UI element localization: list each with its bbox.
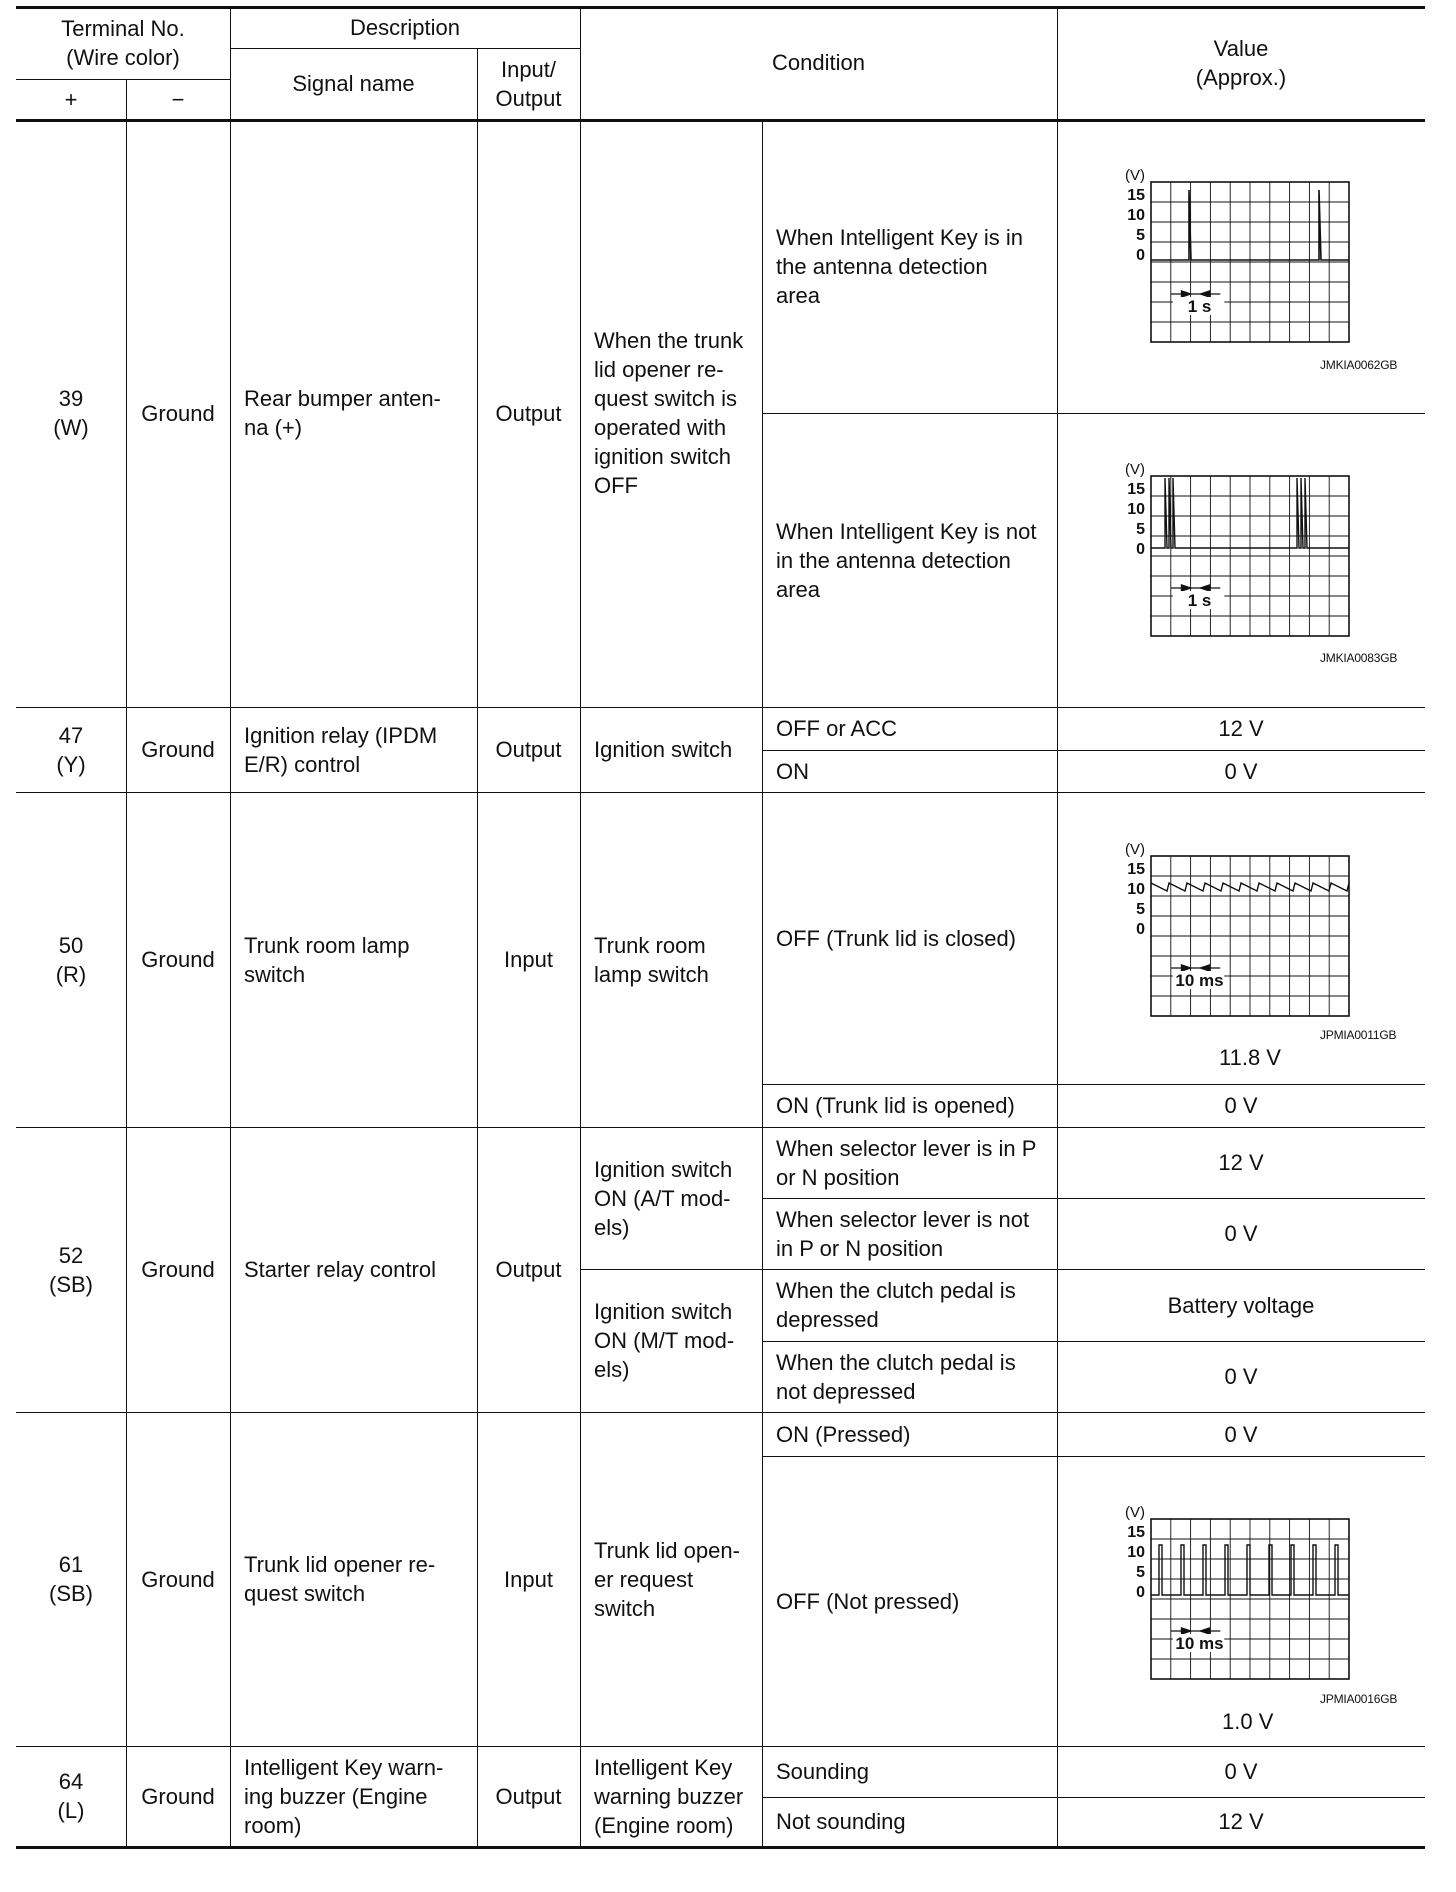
condition-39: When the trunk lid opener re- quest switch is operated with ignition switch OFF	[594, 328, 744, 498]
value-52-clutch-depressed: Battery voltage	[1167, 1292, 1315, 1318]
signal-39: Rear bumper anten- na (+)	[244, 386, 441, 440]
y-tick-label: 0	[1136, 541, 1145, 558]
value-47-off-acc: 12 V	[1218, 716, 1264, 741]
subcondition-52-p-n: When selector lever is in P or N position	[776, 1135, 1037, 1190]
y-tick-label: 10	[1127, 501, 1145, 518]
signal-50: Trunk room lamp switch	[244, 932, 410, 987]
value-50-off: 11.8 V	[1219, 1045, 1281, 1070]
subcondition-64-not-sounding: Not sounding	[776, 1809, 906, 1834]
value-61-not-pressed: 1.0 V	[1222, 1709, 1274, 1734]
waveform-trunk-lid-opener-switch	[1099, 1499, 1369, 1689]
y-tick-label: 0	[1136, 1584, 1145, 1601]
y-tick-label: 10	[1127, 881, 1145, 898]
oscilloscope-graph	[1099, 1499, 1369, 1689]
y-tick-label: 5	[1136, 227, 1145, 244]
terminal-47: 47 (Y)	[56, 722, 86, 777]
subcondition-39-in-area: When Intelligent Key is in the antenna detection area	[776, 224, 1024, 308]
ground-47: Ground	[141, 737, 215, 762]
condition-64: Intelligent Key warning buzzer (Engine room)	[594, 1754, 744, 1838]
time-scale-label: 10 ms	[1175, 1634, 1224, 1653]
subcondition-47-on: ON	[776, 758, 809, 784]
io-52: Output	[495, 1257, 562, 1282]
waveform-trunk-room-lamp	[1099, 836, 1369, 1026]
header-input-output: Input/ Output	[495, 56, 562, 111]
condition-52-at: Ignition switch ON (A/T mod- els)	[594, 1156, 733, 1240]
value-52-not-p-n: 0 V	[1224, 1221, 1258, 1246]
oscilloscope-graph	[1099, 836, 1369, 1026]
terminal-64: 64 (L)	[57, 1769, 85, 1823]
figure-id: JPMIA0011GB	[1320, 1028, 1397, 1042]
y-tick-label: 10	[1127, 207, 1145, 224]
terminal-table	[16, 6, 1425, 1851]
waveform-trace	[1151, 1545, 1349, 1595]
io-64: Output	[495, 1783, 562, 1809]
header-plus: +	[64, 86, 78, 112]
oscilloscope-graph	[1099, 456, 1369, 646]
y-tick-label: 5	[1136, 901, 1145, 918]
io-50: Input	[504, 947, 553, 972]
subcondition-61-not-pressed: OFF (Not pressed)	[776, 1588, 960, 1614]
y-tick-label: 5	[1136, 521, 1145, 538]
io-61: Input	[504, 1566, 553, 1592]
subcondition-52-clutch-not-depressed: When the clutch pedal is not depressed	[776, 1349, 1016, 1404]
y-tick-label: 5	[1136, 1564, 1145, 1581]
axis-unit-label: (V)	[1125, 1504, 1145, 1521]
waveform-antenna-in-area	[1099, 162, 1369, 352]
ground-61: Ground	[141, 1566, 215, 1592]
subcondition-52-clutch-depressed: When the clutch pedal is depressed	[776, 1278, 1016, 1332]
header-value: Value (Approx.)	[1195, 35, 1287, 90]
subcondition-39-not-in-area: When Intelligent Key is not in the antenna detection area	[776, 518, 1037, 602]
y-tick-label: 0	[1136, 921, 1145, 938]
figure-id: JPMIA0016GB	[1320, 1692, 1398, 1706]
ground-52: Ground	[141, 1257, 215, 1282]
condition-61: Trunk lid open- er request switch	[594, 1537, 740, 1621]
header-condition: Condition	[772, 50, 865, 75]
y-tick-label: 15	[1127, 861, 1145, 878]
condition-52-mt: Ignition switch ON (M/T mod- els)	[594, 1299, 735, 1382]
io-47: Output	[495, 737, 562, 762]
condition-47: Ignition switch	[594, 737, 733, 762]
figure-id: JMKIA0062GB	[1320, 358, 1398, 372]
rule	[16, 1846, 1425, 1849]
terminal-61: 61 (SB)	[49, 1552, 93, 1606]
axis-unit-label: (V)	[1125, 167, 1145, 184]
value-52-p-n: 12 V	[1218, 1150, 1264, 1175]
time-scale-label: 10 ms	[1175, 971, 1224, 990]
subcondition-64-sounding: Sounding	[776, 1759, 869, 1784]
signal-61: Trunk lid opener re- quest switch	[244, 1552, 436, 1606]
ground-64: Ground	[141, 1783, 215, 1809]
condition-50: Trunk room lamp switch	[594, 932, 709, 987]
signal-47: Ignition relay (IPDM E/R) control	[244, 722, 438, 777]
figure-id: JMKIA0083GB	[1320, 651, 1398, 665]
y-tick-label: 15	[1127, 481, 1145, 498]
header-signal-name: Signal name	[292, 71, 415, 96]
subcondition-61-pressed: ON (Pressed)	[776, 1421, 911, 1447]
subcondition-47-off-acc: OFF or ACC	[776, 716, 898, 741]
oscilloscope-graph	[1099, 162, 1369, 352]
signal-64: Intelligent Key warn- ing buzzer (Engine room)	[244, 1754, 444, 1838]
header-minus: −	[171, 86, 185, 112]
subcondition-50-on: ON (Trunk lid is opened)	[776, 1093, 1015, 1118]
y-tick-label: 15	[1127, 187, 1145, 204]
io-39: Output	[495, 400, 562, 426]
value-61-pressed: 0 V	[1224, 1421, 1258, 1447]
rule	[1057, 6, 1058, 1847]
ground-39: Ground	[141, 400, 215, 426]
time-scale-label: 1 s	[1187, 591, 1212, 610]
terminal-50: 50 (R)	[55, 932, 87, 987]
y-tick-label: 15	[1127, 1524, 1145, 1541]
subcondition-52-not-p-n: When selector lever is not in P or N position	[776, 1206, 1030, 1261]
value-52-clutch-not-depressed: 0 V	[1224, 1364, 1258, 1389]
signal-52: Starter relay control	[244, 1257, 436, 1282]
time-scale-label: 1 s	[1187, 297, 1212, 316]
ground-50: Ground	[141, 947, 215, 972]
y-tick-label: 0	[1136, 247, 1145, 264]
value-50-on: 0 V	[1224, 1093, 1258, 1118]
subcondition-50-off: OFF (Trunk lid is closed)	[776, 925, 1017, 951]
axis-unit-label: (V)	[1125, 461, 1145, 478]
terminal-39: 39 (W)	[53, 386, 89, 440]
value-47-on: 0 V	[1224, 758, 1258, 784]
y-tick-label: 10	[1127, 1544, 1145, 1561]
terminal-52: 52 (SB)	[49, 1242, 93, 1297]
header-terminal-no: Terminal No. (Wire color)	[61, 15, 185, 70]
value-64-not-sounding: 12 V	[1218, 1809, 1264, 1834]
waveform-antenna-not-in-area	[1099, 456, 1369, 646]
header-description: Description	[349, 14, 461, 40]
value-64-sounding: 0 V	[1224, 1759, 1258, 1784]
axis-unit-label: (V)	[1125, 841, 1145, 858]
